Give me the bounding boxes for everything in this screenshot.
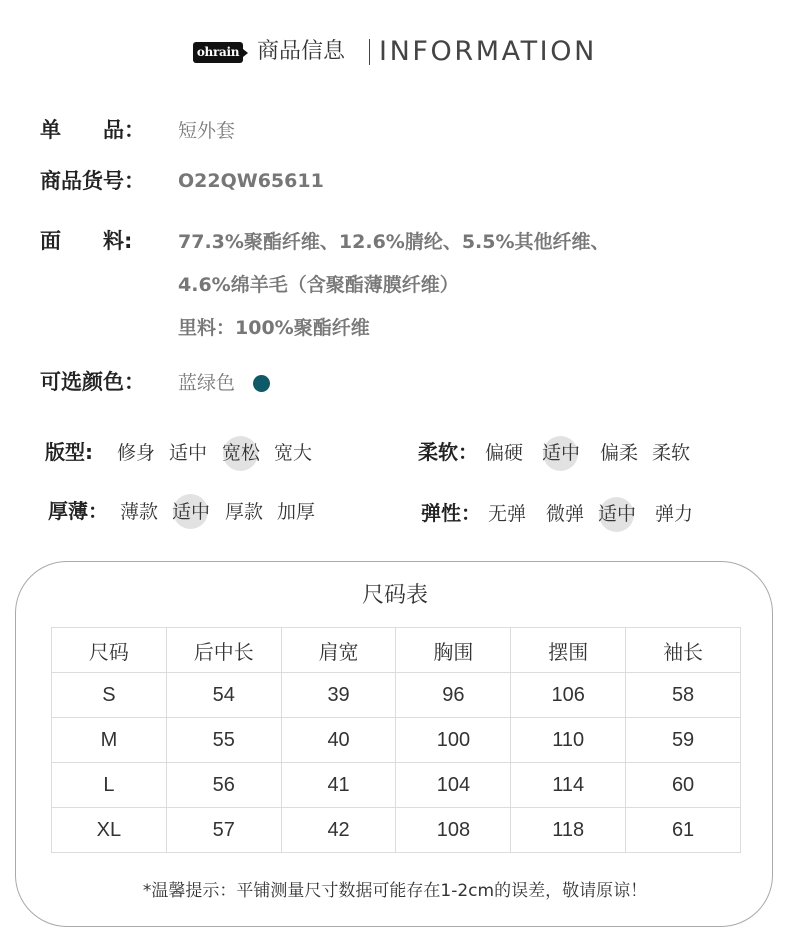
elasticity-option: 弹力 [655, 503, 694, 525]
table-cell: 57 [166, 808, 281, 853]
thickness-option: 薄款 [120, 501, 159, 523]
table-cell: 54 [166, 673, 281, 718]
thickness-option-selected: 适中 [172, 501, 211, 523]
table-cell: 41 [281, 763, 396, 808]
lining-line: 里料：100%聚酯纤维 [178, 317, 370, 339]
sku-label: 商品货号： [40, 169, 145, 193]
header-cell: 尺码 [52, 628, 167, 673]
table-cell: M [52, 718, 167, 763]
header-cell: 胸围 [396, 628, 511, 673]
elasticity-option-selected: 适中 [598, 503, 637, 525]
brand-logo: ohrain [193, 42, 243, 63]
table-cell: 61 [626, 808, 741, 853]
table-row [52, 763, 741, 808]
table-cell: 104 [396, 763, 511, 808]
section-title-cn: 商品信息 [257, 39, 346, 64]
item-label: 单 品： [40, 118, 145, 142]
size-table [51, 627, 741, 853]
fabric-line-2: 4.6%绵羊毛（含聚酯薄膜纤维） [178, 274, 459, 296]
sku-value: O22QW65611 [178, 170, 324, 192]
table-cell: 59 [626, 718, 741, 763]
size-chart-title: 尺码表 [361, 583, 428, 608]
table-row [52, 718, 741, 763]
softness-label: 柔软： [418, 440, 478, 464]
softness-option: 柔软 [652, 442, 691, 464]
thickness-option: 厚款 [225, 501, 264, 523]
table-row [52, 673, 741, 718]
header-cell: 后中长 [166, 628, 281, 673]
table-cell: 60 [626, 763, 741, 808]
table-cell: 58 [626, 673, 741, 718]
fit-option: 适中 [169, 442, 208, 464]
table-row [52, 808, 741, 853]
section-title-en: INFORMATION [379, 36, 597, 67]
table-cell: 106 [511, 673, 626, 718]
fit-option: 宽大 [274, 442, 313, 464]
elasticity-label: 弹性： [421, 501, 481, 525]
fit-label: 版型: [45, 440, 93, 464]
fit-option-selected: 宽松 [222, 442, 261, 464]
table-cell: 100 [396, 718, 511, 763]
title-divider [369, 39, 370, 65]
table-header-row [52, 628, 741, 673]
elasticity-option: 无弹 [488, 503, 527, 525]
thickness-label: 厚薄： [48, 499, 108, 523]
color-value: 蓝绿色 [178, 372, 236, 394]
color-swatch [253, 375, 270, 392]
softness-option-selected: 适中 [542, 442, 581, 464]
table-cell: 108 [396, 808, 511, 853]
table-cell: 56 [166, 763, 281, 808]
table-cell: L [52, 763, 167, 808]
table-cell: 40 [281, 718, 396, 763]
table-cell: 118 [511, 808, 626, 853]
measurement-note: *温馨提示：平铺测量尺寸数据可能存在1-2cm的误差，敬请原谅！ [142, 881, 648, 901]
fit-option: 修身 [117, 442, 156, 464]
fabric-label: 面 料: [40, 229, 133, 253]
table-cell: 55 [166, 718, 281, 763]
table-cell: 39 [281, 673, 396, 718]
softness-option: 偏硬 [485, 442, 524, 464]
table-cell: XL [52, 808, 167, 853]
color-label: 可选颜色： [40, 370, 145, 394]
item-value: 短外套 [178, 120, 236, 142]
table-cell: 110 [511, 718, 626, 763]
table-cell: 96 [396, 673, 511, 718]
header-cell: 摆围 [511, 628, 626, 673]
fabric-line-1: 77.3%聚酯纤维、12.6%腈纶、5.5%其他纤维、 [178, 231, 610, 253]
softness-option: 偏柔 [600, 442, 639, 464]
elasticity-option: 微弹 [546, 503, 585, 525]
table-cell: 114 [511, 763, 626, 808]
header-cell: 肩宽 [281, 628, 396, 673]
thickness-option: 加厚 [277, 501, 316, 523]
table-cell: S [52, 673, 167, 718]
header-cell: 袖长 [626, 628, 741, 673]
table-cell: 42 [281, 808, 396, 853]
logo-arrow-icon [243, 49, 248, 57]
